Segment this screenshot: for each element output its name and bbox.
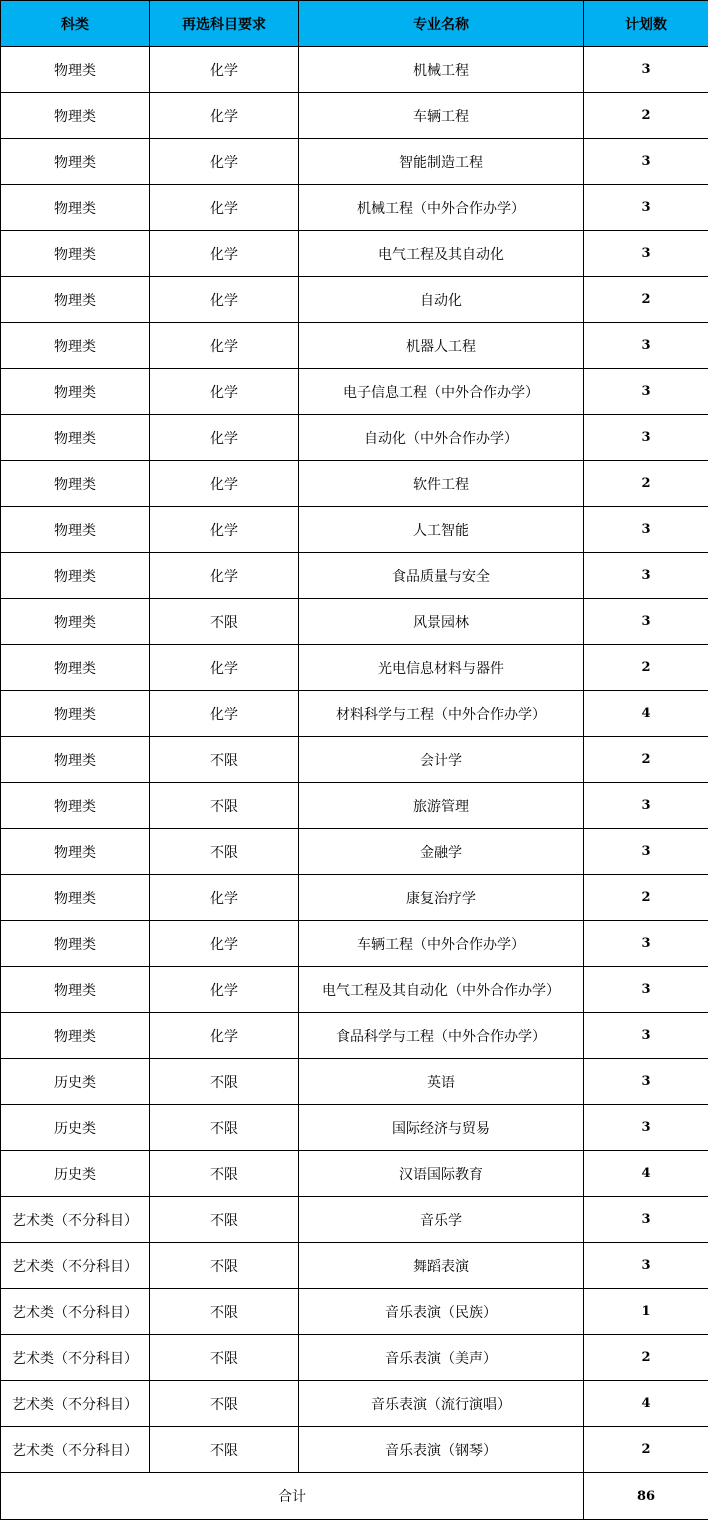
table-body bbox=[1, 47, 708, 1473]
cell-major: 音乐表演（流行演唱） bbox=[299, 1381, 584, 1427]
table-row bbox=[1, 829, 708, 875]
cell-count: 3 bbox=[584, 323, 708, 369]
table-row bbox=[1, 369, 708, 415]
table-row bbox=[1, 921, 708, 967]
total-label: 合计 bbox=[1, 1473, 584, 1520]
table-row bbox=[1, 277, 708, 323]
cell-count: 3 bbox=[584, 47, 708, 93]
table-row bbox=[1, 1289, 708, 1335]
cell-count: 3 bbox=[584, 829, 708, 875]
cell-major: 食品质量与安全 bbox=[299, 553, 584, 599]
cell-requirement: 化学 bbox=[150, 323, 299, 369]
cell-count: 3 bbox=[584, 185, 708, 231]
header-category: 科类 bbox=[1, 1, 150, 47]
cell-requirement: 化学 bbox=[150, 185, 299, 231]
cell-requirement: 不限 bbox=[150, 829, 299, 875]
cell-count: 3 bbox=[584, 139, 708, 185]
cell-requirement: 化学 bbox=[150, 461, 299, 507]
cell-major: 自动化（中外合作办学） bbox=[299, 415, 584, 461]
cell-requirement: 化学 bbox=[150, 691, 299, 737]
cell-requirement: 化学 bbox=[150, 47, 299, 93]
table-row bbox=[1, 415, 708, 461]
cell-major: 车辆工程 bbox=[299, 93, 584, 139]
cell-major: 光电信息材料与器件 bbox=[299, 645, 584, 691]
table-row bbox=[1, 461, 708, 507]
table-row bbox=[1, 1151, 708, 1197]
table-row bbox=[1, 47, 708, 93]
cell-major: 舞蹈表演 bbox=[299, 1243, 584, 1289]
cell-count: 3 bbox=[584, 415, 708, 461]
cell-major: 人工智能 bbox=[299, 507, 584, 553]
cell-requirement: 不限 bbox=[150, 1243, 299, 1289]
table-row bbox=[1, 645, 708, 691]
table-row bbox=[1, 231, 708, 277]
cell-major: 国际经济与贸易 bbox=[299, 1105, 584, 1151]
table-row bbox=[1, 1243, 708, 1289]
cell-count: 2 bbox=[584, 1427, 708, 1473]
cell-count: 4 bbox=[584, 1381, 708, 1427]
cell-requirement: 不限 bbox=[150, 1059, 299, 1105]
cell-category: 物理类 bbox=[1, 507, 150, 553]
total-row bbox=[1, 1473, 708, 1520]
table-footer bbox=[1, 1473, 708, 1520]
cell-count: 3 bbox=[584, 967, 708, 1013]
cell-count: 4 bbox=[584, 691, 708, 737]
cell-count: 2 bbox=[584, 1335, 708, 1381]
cell-requirement: 不限 bbox=[150, 1289, 299, 1335]
table-row bbox=[1, 737, 708, 783]
table-row bbox=[1, 691, 708, 737]
cell-requirement: 化学 bbox=[150, 277, 299, 323]
table-row bbox=[1, 1335, 708, 1381]
cell-requirement: 不限 bbox=[150, 1427, 299, 1473]
cell-major: 软件工程 bbox=[299, 461, 584, 507]
cell-category: 物理类 bbox=[1, 139, 150, 185]
cell-requirement: 化学 bbox=[150, 369, 299, 415]
cell-major: 康复治疗学 bbox=[299, 875, 584, 921]
cell-requirement: 化学 bbox=[150, 875, 299, 921]
cell-requirement: 化学 bbox=[150, 507, 299, 553]
cell-category: 物理类 bbox=[1, 967, 150, 1013]
table-header bbox=[1, 1, 708, 47]
cell-major: 车辆工程（中外合作办学） bbox=[299, 921, 584, 967]
cell-count: 3 bbox=[584, 921, 708, 967]
table-row bbox=[1, 875, 708, 921]
cell-requirement: 不限 bbox=[150, 599, 299, 645]
table-row bbox=[1, 599, 708, 645]
table-row bbox=[1, 323, 708, 369]
cell-requirement: 化学 bbox=[150, 967, 299, 1013]
header-row bbox=[1, 1, 708, 47]
cell-major: 旅游管理 bbox=[299, 783, 584, 829]
cell-count: 3 bbox=[584, 369, 708, 415]
cell-category: 物理类 bbox=[1, 645, 150, 691]
header-subject-requirement: 再选科目要求 bbox=[150, 1, 299, 47]
cell-category: 物理类 bbox=[1, 553, 150, 599]
cell-requirement: 不限 bbox=[150, 1105, 299, 1151]
cell-major: 音乐学 bbox=[299, 1197, 584, 1243]
cell-count: 3 bbox=[584, 1197, 708, 1243]
cell-major: 英语 bbox=[299, 1059, 584, 1105]
table-row bbox=[1, 1197, 708, 1243]
cell-category: 物理类 bbox=[1, 875, 150, 921]
cell-category: 物理类 bbox=[1, 231, 150, 277]
cell-count: 2 bbox=[584, 93, 708, 139]
table-row bbox=[1, 1105, 708, 1151]
cell-category: 物理类 bbox=[1, 737, 150, 783]
cell-requirement: 化学 bbox=[150, 139, 299, 185]
cell-requirement: 不限 bbox=[150, 1381, 299, 1427]
cell-requirement: 化学 bbox=[150, 553, 299, 599]
cell-major: 电气工程及其自动化（中外合作办学） bbox=[299, 967, 584, 1013]
cell-count: 2 bbox=[584, 277, 708, 323]
table-row bbox=[1, 185, 708, 231]
cell-requirement: 不限 bbox=[150, 1335, 299, 1381]
cell-major: 金融学 bbox=[299, 829, 584, 875]
cell-requirement: 化学 bbox=[150, 1013, 299, 1059]
cell-category: 物理类 bbox=[1, 691, 150, 737]
table-row bbox=[1, 1013, 708, 1059]
cell-requirement: 化学 bbox=[150, 921, 299, 967]
cell-category: 物理类 bbox=[1, 369, 150, 415]
cell-major: 机械工程（中外合作办学） bbox=[299, 185, 584, 231]
cell-count: 3 bbox=[584, 1013, 708, 1059]
cell-count: 2 bbox=[584, 737, 708, 783]
cell-category: 艺术类（不分科目） bbox=[1, 1335, 150, 1381]
cell-major: 音乐表演（美声） bbox=[299, 1335, 584, 1381]
cell-major: 音乐表演（钢琴） bbox=[299, 1427, 584, 1473]
cell-requirement: 不限 bbox=[150, 1151, 299, 1197]
cell-category: 艺术类（不分科目） bbox=[1, 1381, 150, 1427]
cell-category: 历史类 bbox=[1, 1059, 150, 1105]
cell-requirement: 不限 bbox=[150, 1197, 299, 1243]
cell-count: 2 bbox=[584, 461, 708, 507]
cell-category: 物理类 bbox=[1, 829, 150, 875]
cell-major: 食品科学与工程（中外合作办学） bbox=[299, 1013, 584, 1059]
cell-major: 电子信息工程（中外合作办学） bbox=[299, 369, 584, 415]
cell-requirement: 化学 bbox=[150, 93, 299, 139]
cell-count: 3 bbox=[584, 231, 708, 277]
header-plan-count: 计划数 bbox=[584, 1, 708, 47]
table-row bbox=[1, 783, 708, 829]
cell-category: 艺术类（不分科目） bbox=[1, 1289, 150, 1335]
cell-count: 3 bbox=[584, 507, 708, 553]
cell-category: 物理类 bbox=[1, 47, 150, 93]
cell-requirement: 化学 bbox=[150, 415, 299, 461]
cell-major: 会计学 bbox=[299, 737, 584, 783]
cell-major: 风景园林 bbox=[299, 599, 584, 645]
cell-major: 自动化 bbox=[299, 277, 584, 323]
cell-category: 物理类 bbox=[1, 185, 150, 231]
cell-count: 4 bbox=[584, 1151, 708, 1197]
cell-category: 历史类 bbox=[1, 1105, 150, 1151]
cell-count: 2 bbox=[584, 875, 708, 921]
cell-major: 机械工程 bbox=[299, 47, 584, 93]
cell-major: 机器人工程 bbox=[299, 323, 584, 369]
cell-category: 物理类 bbox=[1, 1013, 150, 1059]
cell-category: 物理类 bbox=[1, 277, 150, 323]
cell-count: 2 bbox=[584, 645, 708, 691]
cell-count: 3 bbox=[584, 783, 708, 829]
table-row bbox=[1, 1059, 708, 1105]
cell-category: 物理类 bbox=[1, 599, 150, 645]
cell-category: 物理类 bbox=[1, 783, 150, 829]
cell-count: 3 bbox=[584, 1243, 708, 1289]
table-row bbox=[1, 507, 708, 553]
cell-category: 物理类 bbox=[1, 461, 150, 507]
cell-category: 艺术类（不分科目） bbox=[1, 1197, 150, 1243]
cell-count: 3 bbox=[584, 1105, 708, 1151]
cell-category: 艺术类（不分科目） bbox=[1, 1427, 150, 1473]
cell-major: 材料科学与工程（中外合作办学） bbox=[299, 691, 584, 737]
table-row bbox=[1, 967, 708, 1013]
cell-major: 电气工程及其自动化 bbox=[299, 231, 584, 277]
header-major-name: 专业名称 bbox=[299, 1, 584, 47]
cell-category: 物理类 bbox=[1, 415, 150, 461]
cell-category: 物理类 bbox=[1, 93, 150, 139]
table-row bbox=[1, 93, 708, 139]
table-row bbox=[1, 139, 708, 185]
cell-requirement: 不限 bbox=[150, 783, 299, 829]
cell-count: 3 bbox=[584, 553, 708, 599]
total-value: 86 bbox=[584, 1473, 708, 1520]
cell-requirement: 化学 bbox=[150, 645, 299, 691]
cell-category: 物理类 bbox=[1, 323, 150, 369]
cell-count: 3 bbox=[584, 1059, 708, 1105]
cell-major: 汉语国际教育 bbox=[299, 1151, 584, 1197]
table-row bbox=[1, 1381, 708, 1427]
cell-requirement: 化学 bbox=[150, 231, 299, 277]
cell-major: 音乐表演（民族） bbox=[299, 1289, 584, 1335]
cell-major: 智能制造工程 bbox=[299, 139, 584, 185]
cell-requirement: 不限 bbox=[150, 737, 299, 783]
cell-count: 1 bbox=[584, 1289, 708, 1335]
table-row bbox=[1, 1427, 708, 1473]
cell-category: 艺术类（不分科目） bbox=[1, 1243, 150, 1289]
table-row bbox=[1, 553, 708, 599]
cell-count: 3 bbox=[584, 599, 708, 645]
cell-category: 物理类 bbox=[1, 921, 150, 967]
cell-category: 历史类 bbox=[1, 1151, 150, 1197]
